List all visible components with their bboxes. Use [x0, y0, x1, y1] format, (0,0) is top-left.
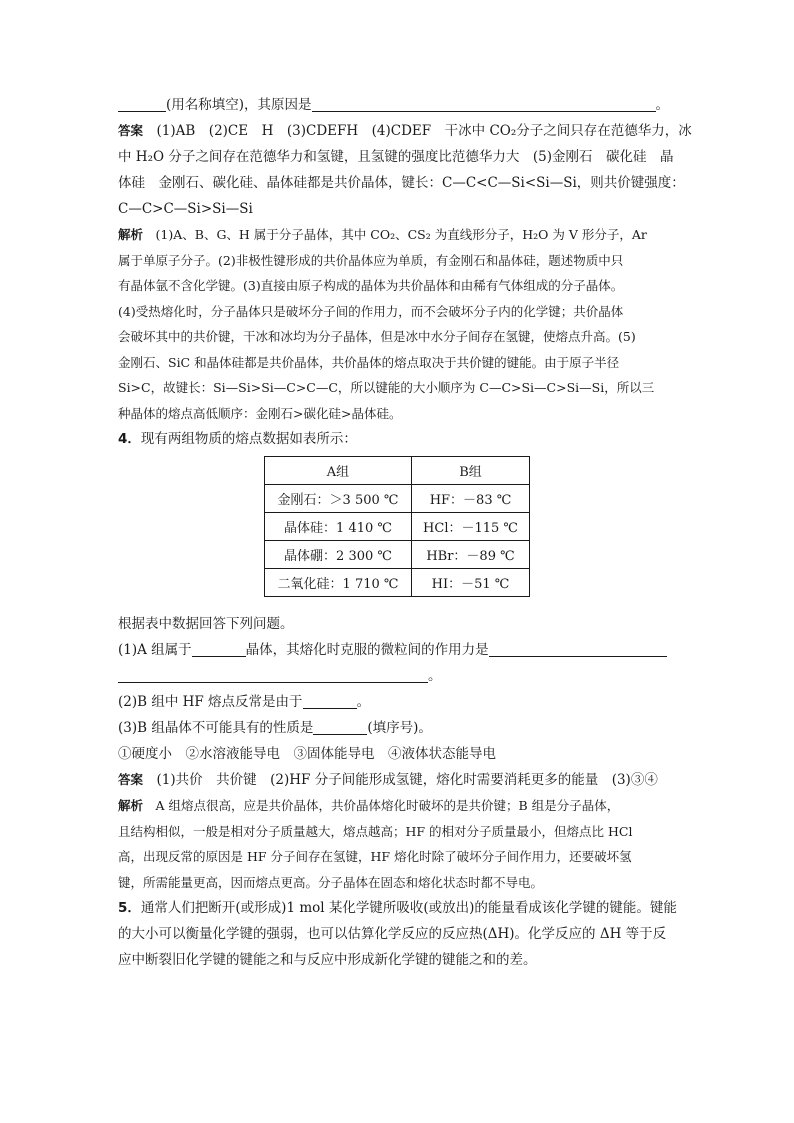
answer-label: 答案: [118, 123, 144, 138]
answer-blank: [303, 692, 357, 709]
fill-in-line: (用名称填空)，其原因是 。: [118, 92, 684, 118]
answer-blank: [312, 95, 656, 112]
answer-blank: [489, 640, 667, 657]
answer-blank: [118, 666, 428, 683]
analysis-label: 解析: [118, 798, 144, 813]
table-row: [265, 541, 530, 569]
answer-block-4: 答案 (1)共价 共价键 (2)HF 分子间能形成氢键，熔化时需要消耗更多的能量 (3)③④: [118, 772, 658, 788]
question-number: 4．: [118, 431, 141, 447]
table-cell: 二氧化硅：1 710 ℃: [265, 569, 412, 597]
table-cell: 晶体硅：1 410 ℃: [265, 513, 412, 541]
table-cell: 晶体硼：2 300 ℃: [265, 541, 412, 569]
answer-label: 答案: [118, 772, 144, 787]
table-cell: HF：－83 ℃: [412, 485, 530, 513]
options: ①硬度小 ②水溶液能导电 ③固体能导电 ④液体状态能导电: [118, 746, 496, 762]
table-cell: 金刚石：＞3 500 ℃: [265, 485, 412, 513]
answer-blank: [192, 640, 246, 657]
table-cell: HCl：－115 ℃: [412, 513, 530, 541]
table-cell: HI：－51 ℃: [412, 569, 530, 597]
analysis-block-4: 解析 A 组熔点很高，应是共价晶体，共价晶体熔化时破坏的是共价键；B 组是分子晶体， 且结构相似，一般是相对分子质量越大，熔点越高；HF 的相对分子质量最小，但熔点比 HCl 高，出现反常的原因是 HF 分子间存在氢键，HF 熔化时除了破坏分子间作用力，还要破坏氢 键，所需能量更高，因而熔点更高。分子晶体在固态和熔化状态时都不导电。: [118, 798, 633, 890]
question-5: 5．通常人们把断开(或形成)1 mol 某化学键所吸收(或放出)的能量看成该化学键的键能。键能 的大小可以衡量化学键的强弱，也可以估算化学反应的反应热(ΔH)。化学反应的 ΔH 等于反 应中断裂旧化学键的键能之和与反应中形成新化学键的键能之和的差。: [118, 900, 677, 968]
table-row: [265, 569, 530, 597]
column-header-a: A组: [265, 457, 412, 485]
melting-point-table: [264, 456, 530, 597]
answer-blank: [313, 718, 367, 735]
table-row: [265, 513, 530, 541]
analysis-block-3: 解析 (1)A、B、G、H 属于分子晶体，其中 CO₂、CS₂ 为直线形分子，H₂O 为 V 形分子，Ar 属于单原子分子。(2)非极性键形成的共价晶体应为单质，有金刚石和晶体硅，题述物质中只 有晶体氩不含化学键。(3)直接由原子构成的晶体为共价晶体和由稀有气体组成的分子晶体。 (4)受热熔化时，分子晶体只是破坏分子间的作用力，而不会破坏分子内的化学键；共价晶体 会破坏其中的共价键，干冰和冰均为分子晶体，但是冰中水分子间存在氢键，使熔点升高。(5) 金刚石、SiC 和晶体硅都是共价晶体，共价晶体的熔点取决于共价键的键能。由于原子半径 Si>C，故键长：Si—Si>Si—C>C—C，所以键能的大小顺序为 C—C>Si—C>Si—Si，所以三 种晶体的熔点高低顺序：金刚石>碳化硅>晶体硅。: [118, 227, 655, 421]
question-4: 4．现有两组物质的熔点数据如表所示： A组 B组 金刚石：＞3 500 ℃ HF：－83 ℃ 晶体硅：1 410 ℃ HCl：－115 ℃ 晶体硼：2 300 ℃ HBr：－89 ℃ 二氧化硅：1 710 ℃ HI：－51 ℃ 根据表中数据回答下列问题。 (1)A 组属于 晶体，其熔化时克服的微粒间的作用力是 。 (2)B 组中 HF 熔点反常是由于 。 (3)B 组晶体不可能具有的性质是 (填序号)。 ①硬度小 ②水溶液能导电 ③固体能导电 ④液体状态能导电: [118, 426, 684, 767]
column-header-b: B组: [412, 457, 530, 485]
question-number: 5．: [118, 900, 141, 916]
table-row: [265, 485, 530, 513]
analysis-label: 解析: [118, 227, 144, 242]
table-cell: HBr：－89 ℃: [412, 541, 530, 569]
answer-blank: [118, 95, 166, 112]
table-header-row: [265, 457, 530, 485]
document-page: [118, 92, 692, 973]
answer-block-3: 答案 (1)AB (2)CE H (3)CDEFH (4)CDEF 干冰中 CO₂分子之间只存在范德华力，冰 中 H₂O 分子之间存在范德华力和氢键，且氢键的强度比范德华力大 (5)金刚石 碳化硅 晶 体硅 金刚石、碳化硅、晶体硅都是共价晶体，键长：C—C<C—Si<Si—Si，则共价键强度： C—C>C—Si>Si—Si: [118, 123, 692, 217]
